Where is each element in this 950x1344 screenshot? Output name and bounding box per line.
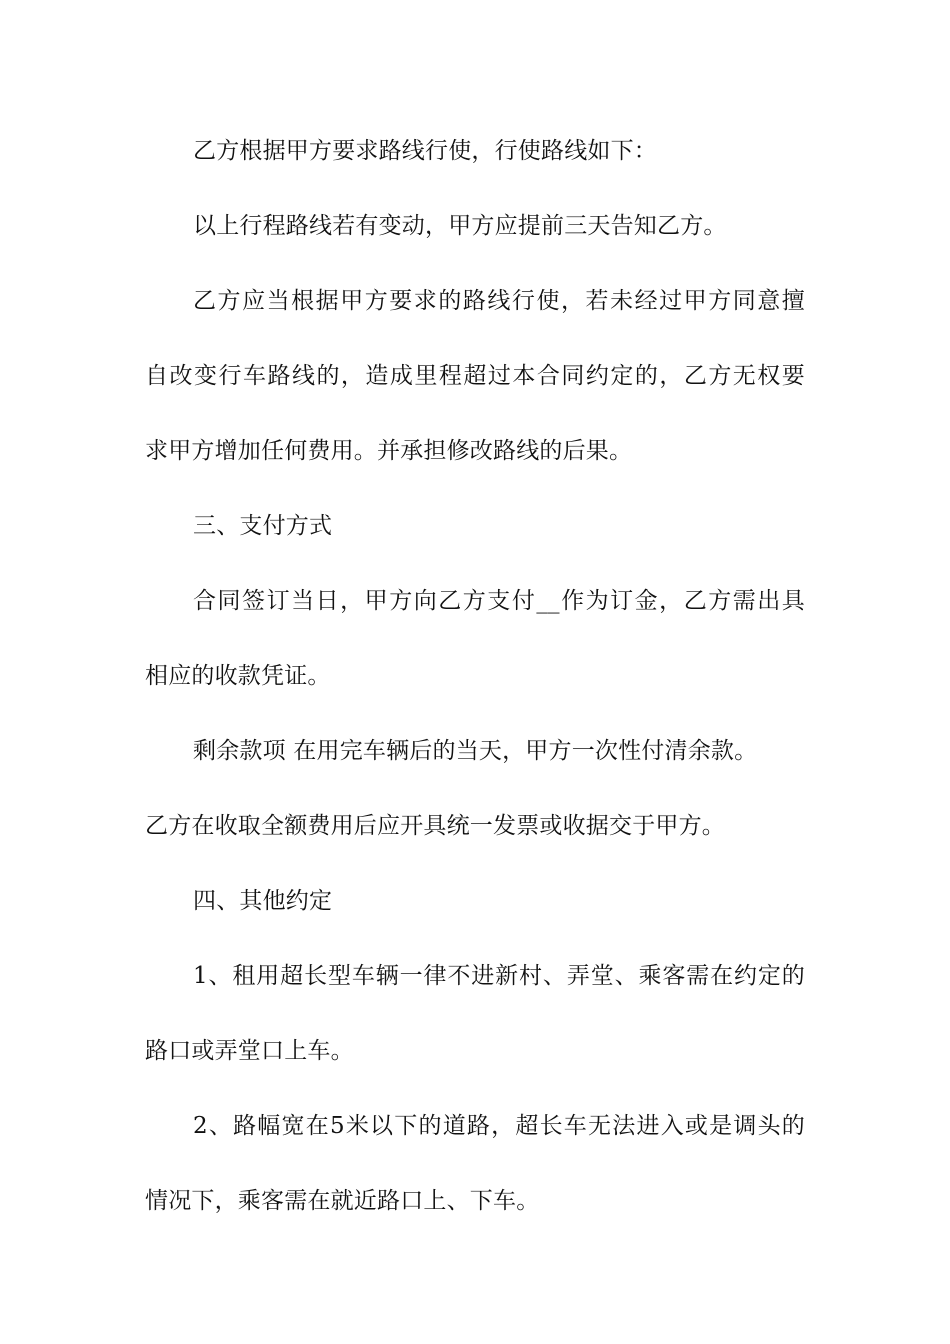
section-heading-payment: 三、支付方式 xyxy=(193,513,333,539)
paragraph-route-change-notice: 以上行程路线若有变动，甲方应提前三天告知乙方。 xyxy=(193,213,727,239)
paragraph-route-deviation-line1: 乙方应当根据甲方要求的路线行使，若未经过甲方同意擅 xyxy=(193,288,805,314)
paragraph-deposit-line1: 合同签订当日，甲方向乙方支付__作为订金，乙方需出具 xyxy=(193,588,805,614)
paragraph-term2-line1: 2、路幅宽在5米以下的道路，超长车无法进入或是调头的 xyxy=(193,1113,805,1139)
section-heading-other-terms: 四、其他约定 xyxy=(193,888,333,914)
paragraph-route-deviation-line2: 自改变行车路线的，造成里程超过本合同约定的，乙方无权要 xyxy=(145,363,805,389)
paragraph-route-deviation-line3: 求甲方增加任何费用。并承担修改路线的后果。 xyxy=(145,438,633,464)
paragraph-balance-line2: 乙方在收取全额费用后应开具统一发票或收据交于甲方。 xyxy=(145,813,725,839)
paragraph-balance-line1: 剩余款项 在用完车辆后的当天，甲方一次性付清余款。 xyxy=(193,738,758,764)
paragraph-term2-line2: 情况下，乘客需在就近路口上、下车。 xyxy=(145,1188,540,1214)
paragraph-term1-line1: 1、租用超长型车辆一律不进新村、弄堂、乘客需在约定的 xyxy=(193,963,805,989)
paragraph-deposit-line2: 相应的收款凭证。 xyxy=(145,663,331,689)
paragraph-term1-line2: 路口或弄堂口上车。 xyxy=(145,1038,354,1064)
paragraph-route-requirement: 乙方根据甲方要求路线行使，行使路线如下： xyxy=(193,138,657,164)
